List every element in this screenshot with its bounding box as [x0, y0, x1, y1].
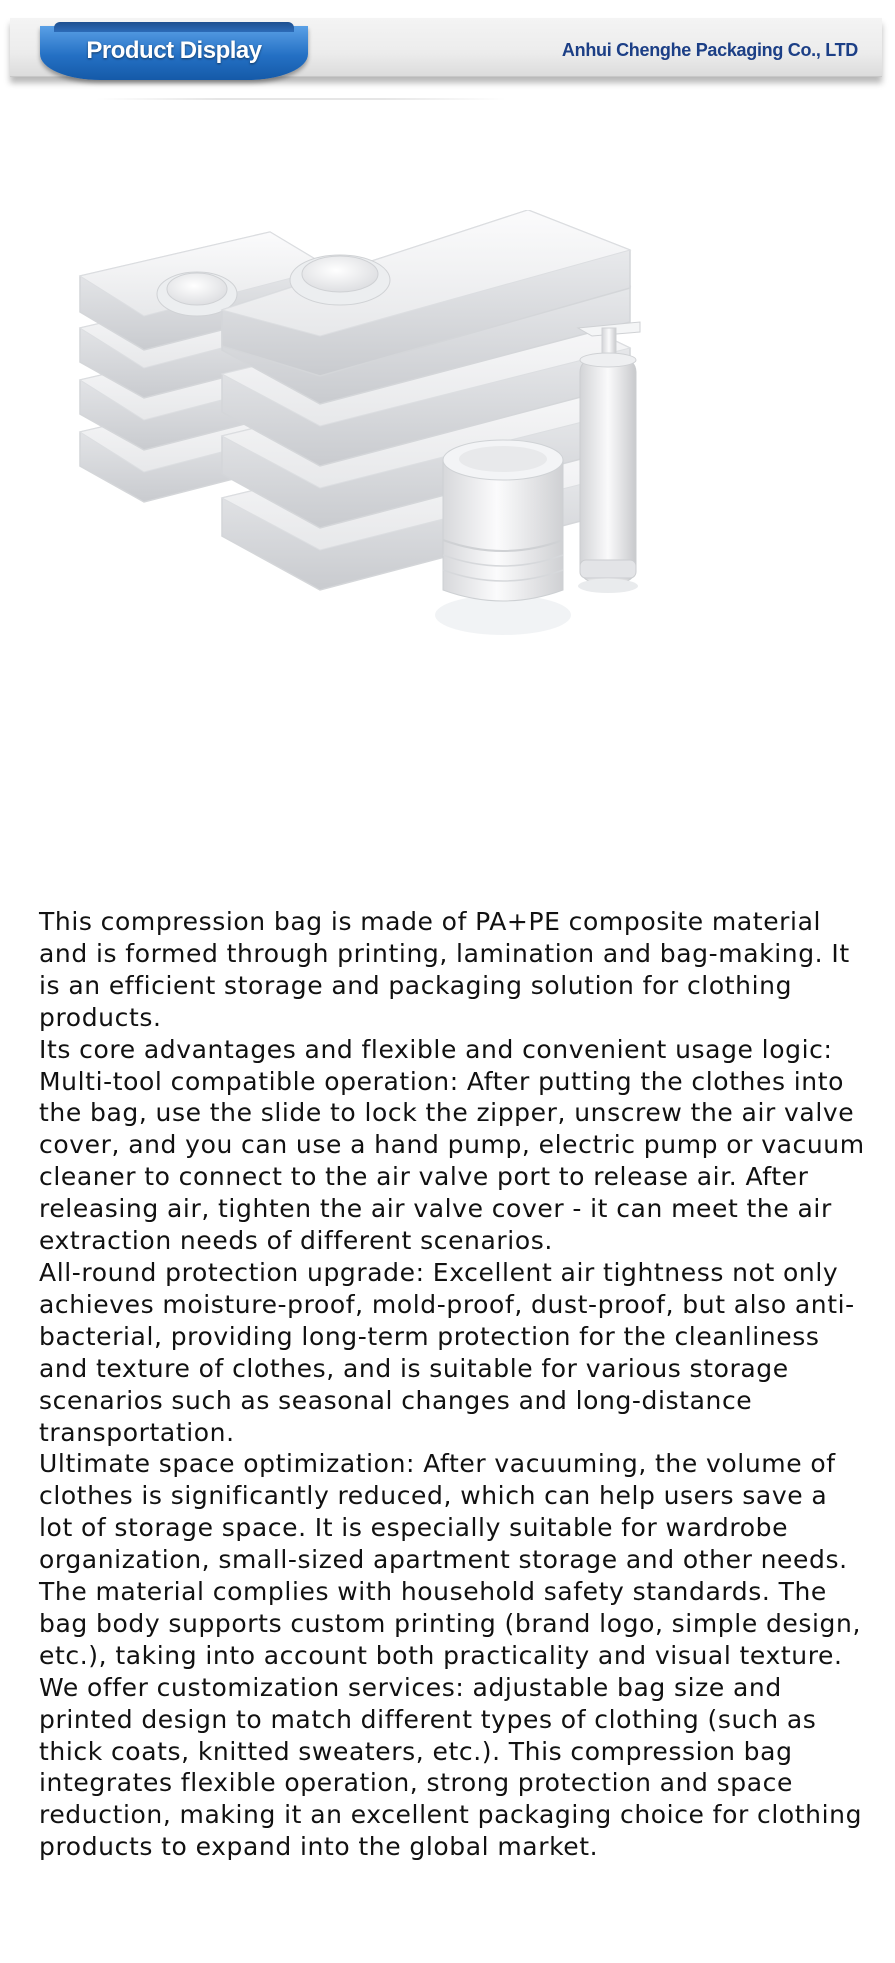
description-paragraph: Its core advantages and flexible and convenient usage logic: — [39, 1034, 833, 1064]
divider-line — [96, 98, 506, 100]
product-description — [39, 906, 869, 1863]
product-image — [60, 210, 820, 830]
air-cup — [435, 440, 571, 635]
description-paragraph: This compression bag is made of PA+PE composite material and is formed through printing, lamination and bag-making. It is an efficient storage and packaging solution for clothing products. — [39, 907, 850, 1032]
hand-pump — [578, 322, 640, 593]
description-paragraph: The material complies with household safety standards. The bag body supports custom printing (brand logo, simple design, etc.), taking into account both practicality and visual texture. — [39, 1577, 862, 1670]
description-paragraph: We offer customization services: adjustable bag size and printed design to match different types of clothing (such as thick coats, knitted sweaters, etc.). This compression bag integrates flexible operation, strong protection and space reduction, making it an excellent packaging choice for clothing products to expand into the global market. — [39, 1672, 863, 1862]
header-banner — [10, 18, 882, 77]
company-name: Anhui Chenghe Packaging Co., LTD — [561, 40, 858, 60]
description-paragraph: All-round protection upgrade: Excellent air tightness not only achieves moisture-proof, mold-proof, dust-proof, but also anti-bacterial, providing long-term protection for the cleanliness and texture of clothes, and is suitable for various storage scenarios such as seasonal changes and long-distance transportation. — [39, 1257, 855, 1447]
description-paragraph: Multi-tool compatible operation: After putting the clothes into the bag, use the slide to lock the zipper, unscrew the air valve cover, and you can use a hand pump, electric pump or vacuum cleaner to connect to the air valve port to release air. After releasing air, tighten the air valve cover - it can meet the air extraction needs of different scenarios. — [39, 1066, 865, 1256]
header-title: Product Display — [86, 37, 262, 64]
header-tab — [40, 26, 308, 80]
description-paragraph: Ultimate space optimization: After vacuuming, the volume of clothes is significantly reduced, which can help users save a lot of storage space. It is especially suitable for wardrobe organization, small-sized apartment storage and other needs. — [39, 1449, 848, 1575]
